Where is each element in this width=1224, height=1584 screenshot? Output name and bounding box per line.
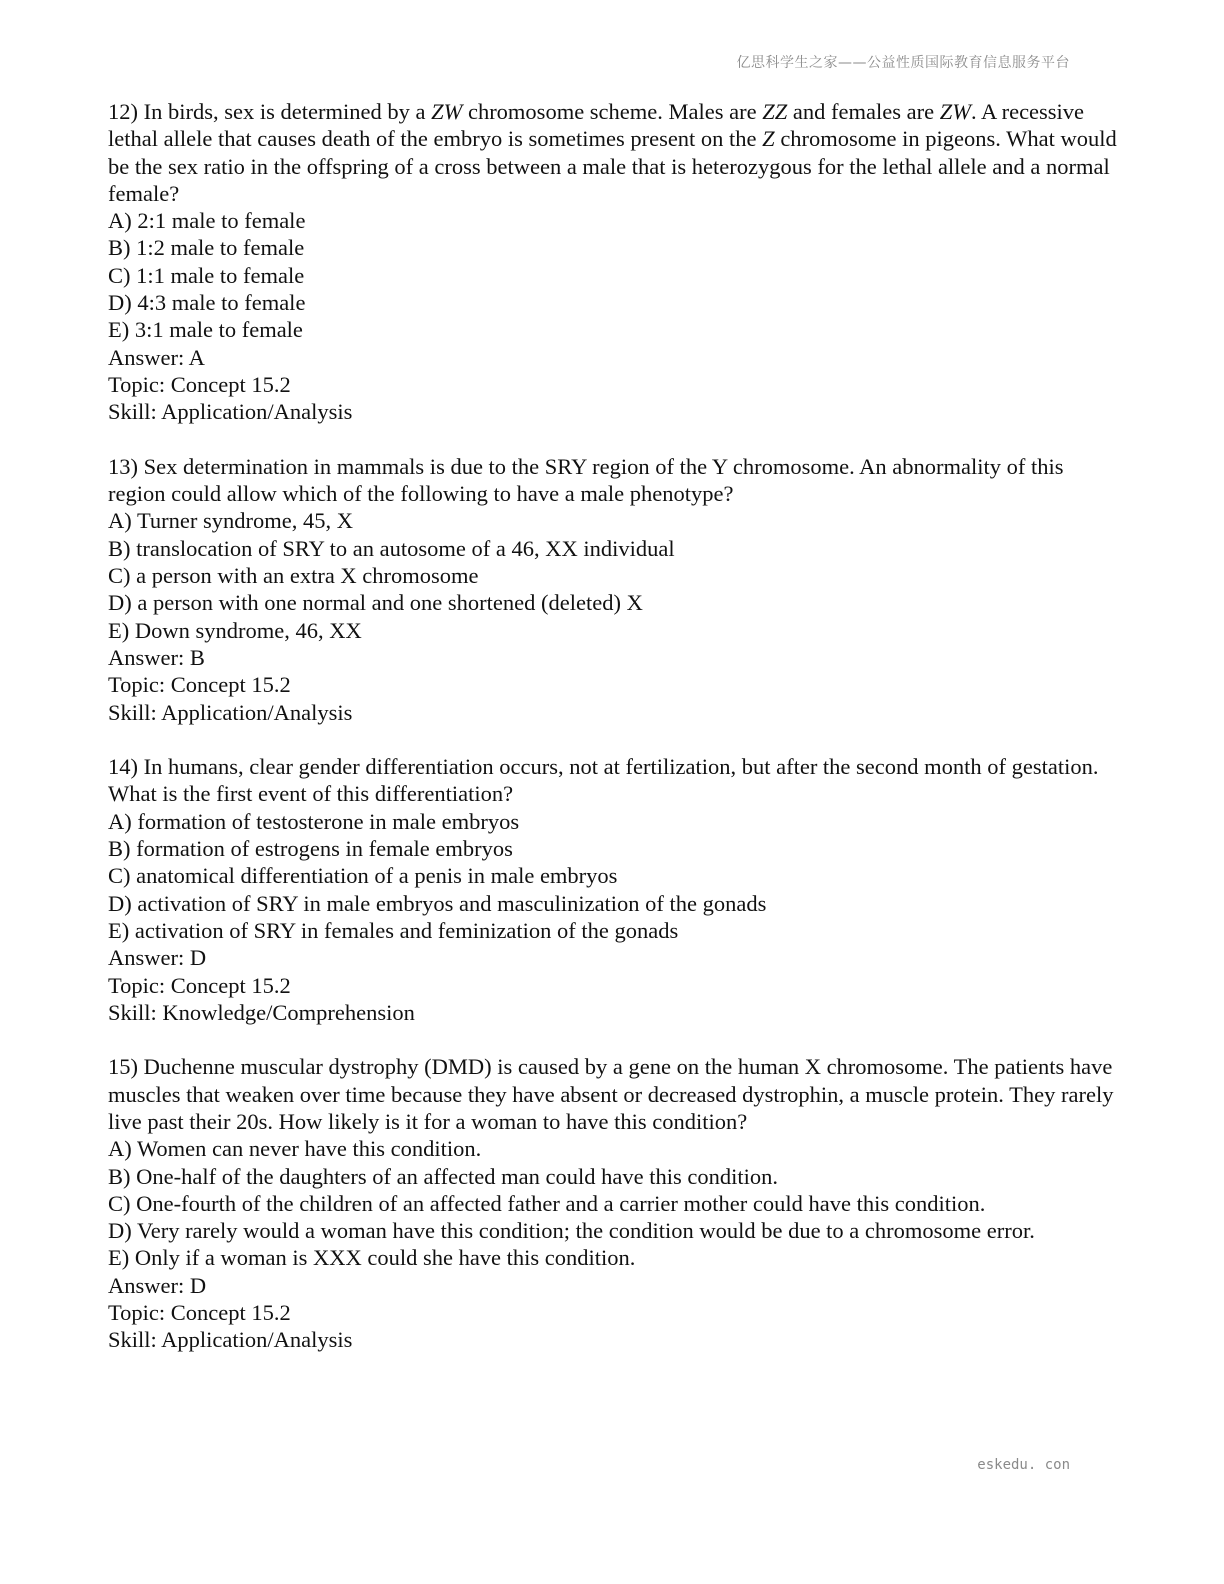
option-b: B) 1:2 male to female <box>108 235 305 261</box>
question-14 <box>108 753 1118 1026</box>
option-e: E) Down syndrome, 46, XX <box>108 617 362 643</box>
skill-line: Skill: Application/Analysis <box>108 1327 353 1353</box>
option-c: C) 1:1 male to female <box>108 262 305 288</box>
option-d: D) Very rarely would a woman have this condition; the condition would be due to a chromosome error. <box>108 1218 1035 1244</box>
answer-line: Answer: D <box>108 1272 207 1298</box>
option-e: E) activation of SRY in females and feminization of the gonads <box>108 917 679 943</box>
answer-line: Answer: A <box>108 344 205 370</box>
stem-segment: 15) Duchenne muscular dystrophy (DMD) is caused by a gene on the human X chromosome. The patients have muscles that weaken over time because they have absent or decreased dystrophin, a muscle protein. They rarely live past their 20s. How likely is it for a woman to have this condition? <box>108 1054 1114 1134</box>
option-d: D) 4:3 male to female <box>108 290 306 316</box>
stem-segment: 12) In birds, sex is determined by a <box>108 99 432 124</box>
page-header: 亿思科学生之家——公益性质国际教育信息服务平台 <box>736 55 1070 71</box>
skill-line: Skill: Knowledge/Comprehension <box>108 999 415 1025</box>
stem-segment: 13) Sex determination in mammals is due to the SRY region of the Y chromosome. An abnormality of this region could allow which of the following to have a male phenotype? <box>108 453 1064 507</box>
option-e: E) Only if a woman is XXX could she have this condition. <box>108 1245 636 1271</box>
stem-segment: chromosome scheme. Males are <box>462 99 763 124</box>
question-stem <box>108 98 1118 207</box>
stem-segment: Z <box>762 126 775 152</box>
question-stem <box>108 753 1118 808</box>
option-c: C) One-fourth of the children of an affected father and a carrier mother could have this condition. <box>108 1190 986 1216</box>
option-a: A) Women can never have this condition. <box>108 1136 482 1162</box>
stem-segment: and females are <box>787 99 940 124</box>
question-stem <box>108 1053 1118 1135</box>
option-b: B) translocation of SRY to an autosome of a 46, XX individual <box>108 535 675 561</box>
option-c: C) a person with an extra X chromosome <box>108 563 479 589</box>
topic-line: Topic: Concept 15.2 <box>108 672 291 698</box>
option-e: E) 3:1 male to female <box>108 317 303 343</box>
option-d: D) a person with one normal and one shortened (deleted) X <box>108 590 643 616</box>
page-footer: eskedu. con <box>977 1457 1070 1473</box>
option-a: A) Turner syndrome, 45, X <box>108 508 353 534</box>
stem-segment: . A recessive lethal allele that causes death of the embryo is sometimes present on the <box>108 99 1085 152</box>
stem-segment: ZW <box>939 99 971 124</box>
stem-segment: 14) In humans, clear gender differentiation occurs, not at fertilization, but after the second month of gestation. What is the first event of this differentiation? <box>108 754 1099 807</box>
skill-line: Skill: Application/Analysis <box>108 399 353 425</box>
answer-line: Answer: D <box>108 945 207 971</box>
question-list <box>108 98 1118 1381</box>
question-12 <box>108 98 1118 426</box>
option-b: B) formation of estrogens in female embryos <box>108 836 513 862</box>
question-13 <box>108 453 1118 726</box>
option-d: D) activation of SRY in male embryos and masculinization of the gonads <box>108 890 767 916</box>
answer-line: Answer: B <box>108 644 205 670</box>
topic-line: Topic: Concept 15.2 <box>108 1300 291 1326</box>
stem-segment: chromosome in pigeons. What would be the sex ratio in the offspring of a cross between a male that is heterozygous for the lethal allele and a normal female? <box>108 126 1117 206</box>
topic-line: Topic: Concept 15.2 <box>108 371 291 397</box>
skill-line: Skill: Application/Analysis <box>108 699 353 725</box>
topic-line: Topic: Concept 15.2 <box>108 972 291 998</box>
stem-segment: ZZ <box>762 99 788 124</box>
question-15 <box>108 1053 1118 1353</box>
option-a: A) 2:1 male to female <box>108 208 306 234</box>
option-a: A) formation of testosterone in male embryos <box>108 808 520 834</box>
option-b: B) One-half of the daughters of an affected man could have this condition. <box>108 1163 778 1189</box>
stem-segment: ZW <box>431 99 463 124</box>
question-stem <box>108 453 1118 508</box>
option-c: C) anatomical differentiation of a penis in male embryos <box>108 863 618 889</box>
